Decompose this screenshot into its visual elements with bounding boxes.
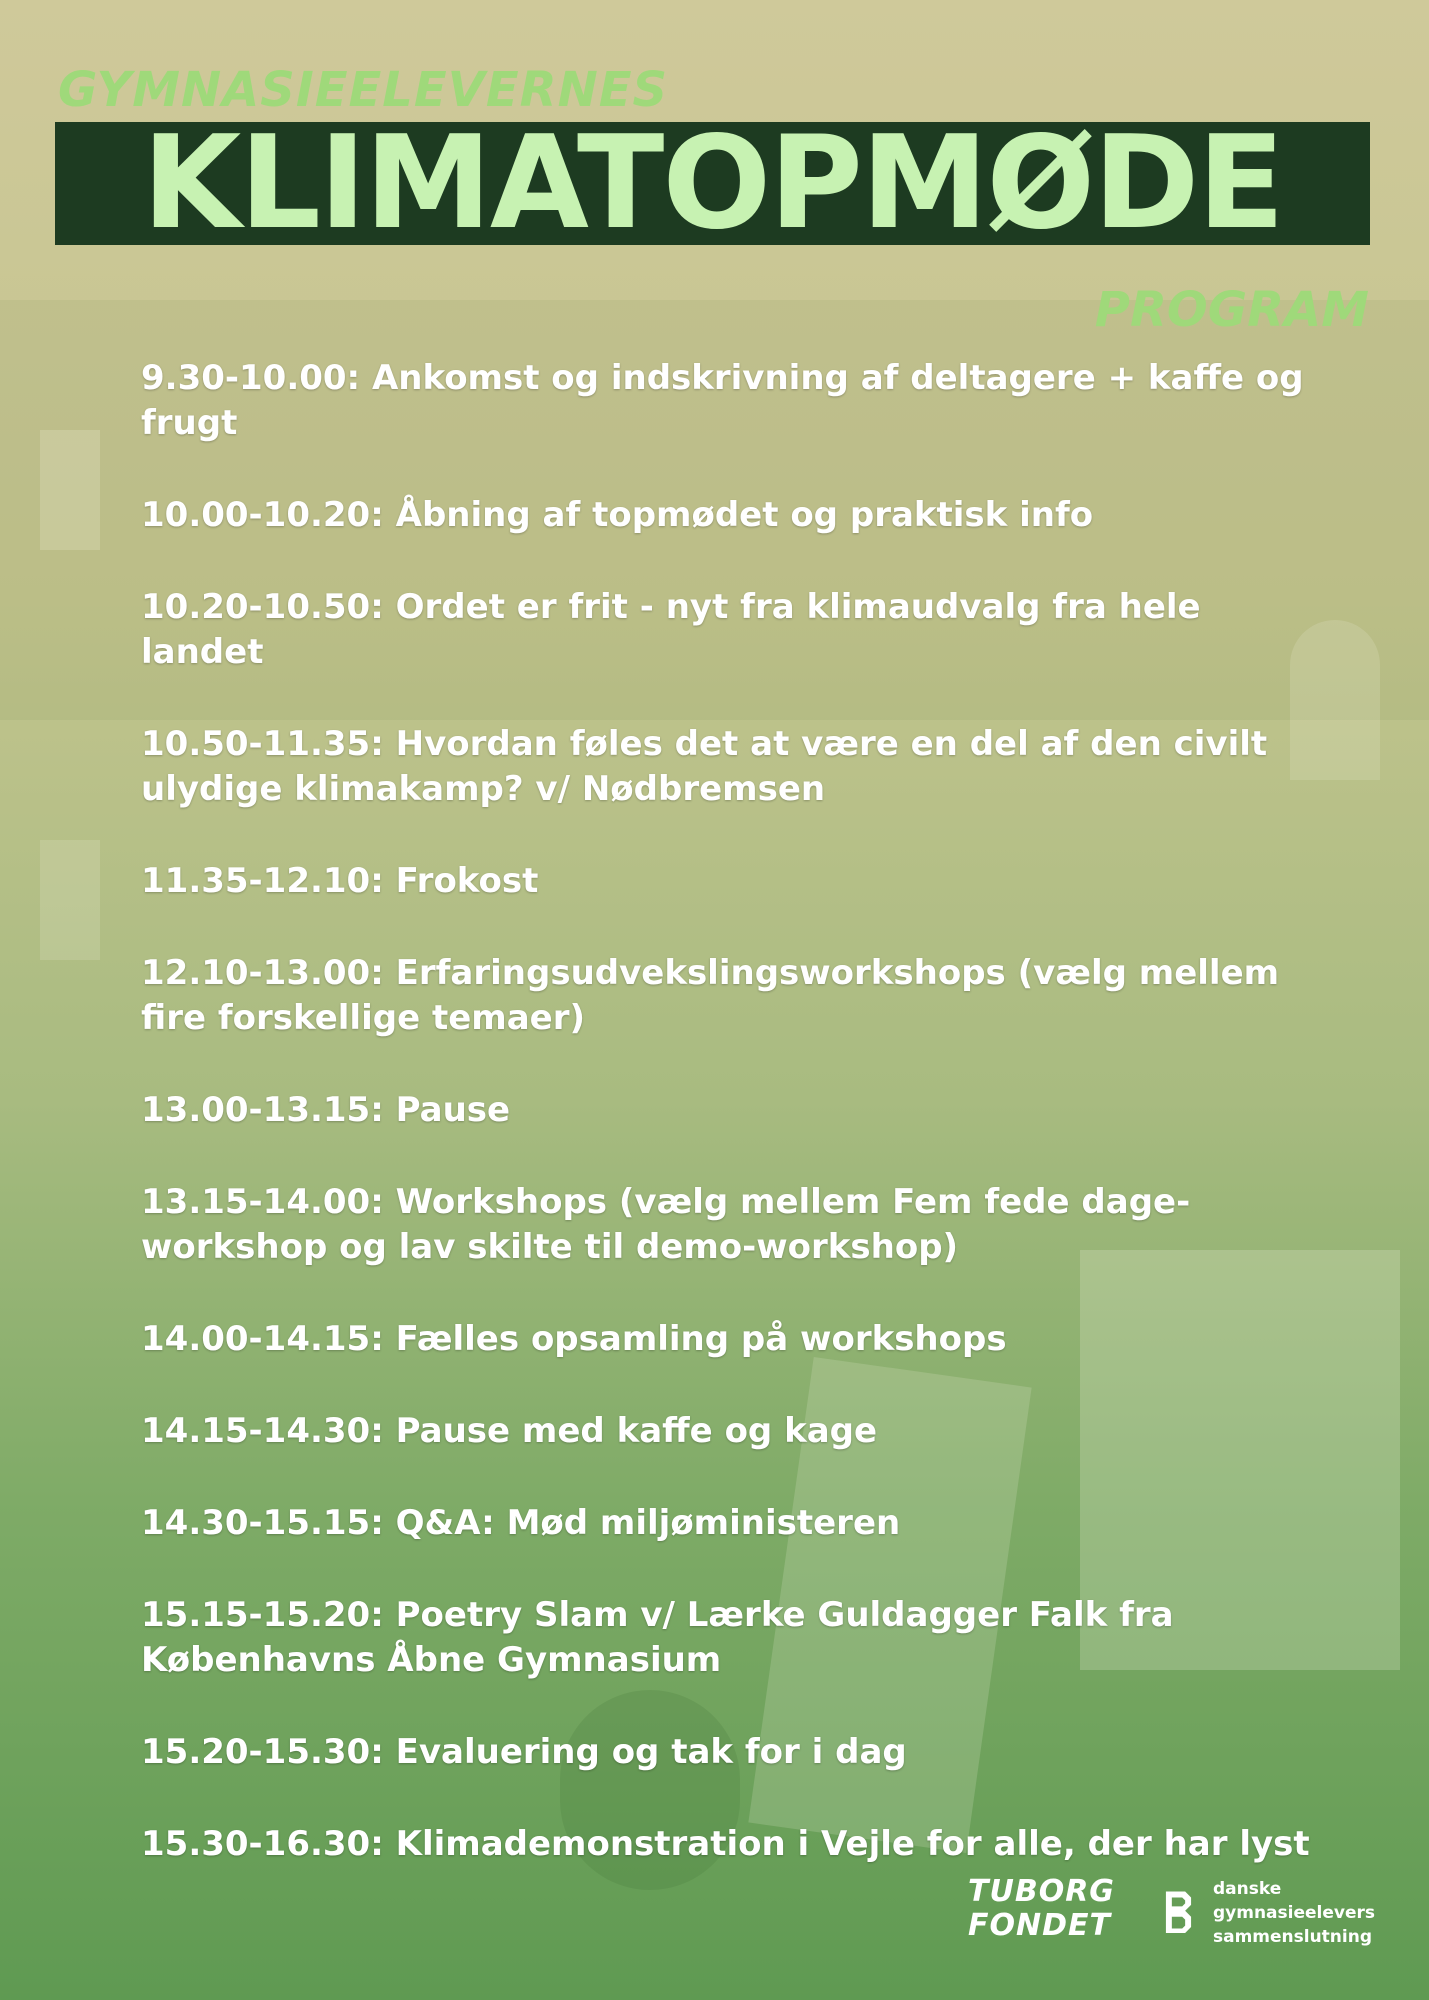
dgs-logo-line3: sammenslutning <box>1212 1926 1373 1947</box>
program-item: 15.30-16.30: Klimademonstration i Vejle for alle, der har lyst <box>141 1824 1310 1864</box>
header-subtitle: PROGRAM <box>1094 282 1369 338</box>
program-item: 14.00-14.15: Fælles opsamling på workshops <box>141 1319 1007 1359</box>
program-item: 10.20-10.50: Ordet er frit - nyt fra klimaudvalg fra hele landet <box>141 587 1201 672</box>
program-item: 13.15-14.00: Workshops (vælg mellem Fem fede dage-workshop og lav skilte til demo-workshop) <box>141 1182 1191 1267</box>
program-item: 9.30-10.00: Ankomst og indskrivning af deltagere + kaffe og frugt <box>141 358 1304 443</box>
program-item: 11.35-12.10: Frokost <box>141 861 539 901</box>
program-item: 10.50-11.35: Hvordan føles det at være en del af den civilt ulydige klimakamp? v/ Nødbremsen <box>141 724 1268 809</box>
dgs-logo-line1: danske <box>1212 1878 1282 1899</box>
dgs-logo-text <box>1213 1877 1375 1949</box>
program-item: 14.30-15.15: Q&A: Mød miljøministeren <box>141 1503 901 1543</box>
header-overline: GYMNASIEELEVERNES <box>58 62 669 118</box>
program-item: 15.20-15.30: Evaluering og tak for i dag <box>141 1732 907 1772</box>
tuborg-logo-line2: FONDET <box>968 1908 1111 1943</box>
program-item: 13.00-13.15: Pause <box>141 1090 511 1130</box>
program-item: 15.15-15.20: Poetry Slam v/ Lærke Guldagger Falk fra Københavns Åbne Gymnasium <box>141 1595 1174 1680</box>
program-item: 10.00-10.20: Åbning af topmødet og praktisk info <box>141 495 1094 535</box>
program-item: 12.10-13.00: Erfaringsudvekslingsworkshops (vælg mellem fire forskellige temaer) <box>141 953 1280 1038</box>
dgs-logo-icon <box>1160 1878 1197 1948</box>
tuborg-logo-line1: TUBORG <box>968 1874 1115 1909</box>
page-title: KLIMATOPMØDE <box>142 108 1283 258</box>
dgs-logo-line2: gymnasieelevers <box>1212 1902 1375 1923</box>
tuborg-fondet-logo <box>968 1874 1115 1947</box>
program-item: 14.15-14.30: Pause med kaffe og kage <box>141 1411 878 1451</box>
dgs-logo <box>1160 1870 1375 1955</box>
program-list <box>141 356 1311 1914</box>
title-banner <box>55 108 1370 258</box>
